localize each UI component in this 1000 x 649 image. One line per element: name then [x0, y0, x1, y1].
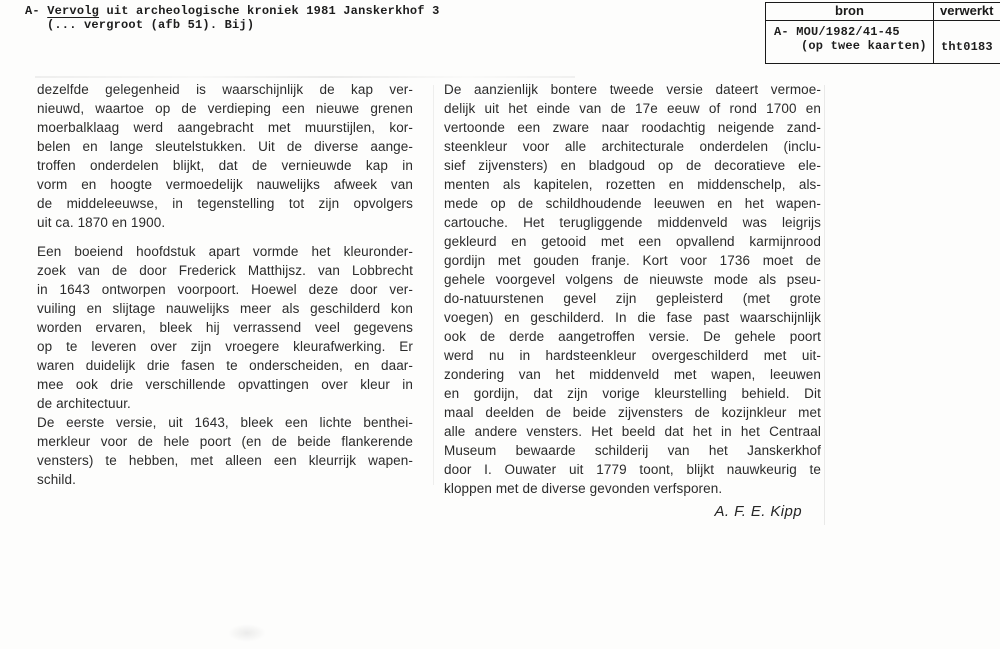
- text-line: maal deelden de beide zijvensters de kozijnkleur met: [444, 405, 821, 420]
- text-line: gekleurd en getooid met een opvallend karmijnrood: [444, 234, 821, 249]
- text-line: troffen onderdelen blijkt, dat de vernieuwde kap in: [37, 158, 413, 173]
- text-line: delijk uit het einde van de 17e eeuw of rond 1700 en: [444, 101, 821, 116]
- paragraph-4: [444, 80, 821, 498]
- text-line: de middeleeuwse, in tegenstelling tot zijn opvolgers: [37, 196, 413, 211]
- text-line: schild.: [37, 472, 76, 487]
- bron-line-2: (op twee kaarten): [801, 39, 927, 53]
- text-line: cartouche. Het terugliggende middenveld was leigrijs: [444, 215, 821, 230]
- text-line: kloppen met de diverse gevonden verfsporen.: [444, 481, 723, 496]
- annotation-line1-rest: uit archeologische kroniek 1981 Janskerkhof 3: [106, 4, 440, 18]
- text-line: dezelfde gelegenheid is waarschijnlijk de kap ver-: [37, 82, 413, 97]
- text-line: ook de derde aangetroffen versie. De gehele poort: [444, 329, 821, 344]
- text-line: moerbalklaag werd aangebracht met muurstijlen, kor-: [37, 120, 413, 135]
- text-line: vorm en hoogte vermoedelijk nauwelijks afweek van: [37, 177, 413, 192]
- text-line: de architectuur.: [37, 396, 131, 411]
- text-line: op te leveren over zijn vroegere kleurafwerking. Er: [37, 339, 413, 354]
- annotation-line-1: [25, 4, 440, 18]
- reference-table-header-row: [766, 3, 1000, 21]
- text-line: voegen) en geschilderd. In die fase past waarschijnlijk: [444, 310, 821, 325]
- text-line: alle andere vensters. Het beeld dat het in het Centraal: [444, 424, 821, 439]
- table-header-bron: bron: [766, 3, 934, 20]
- scan-clipping-top-edge: [35, 76, 575, 78]
- text-line: uit ca. 1870 en 1900.: [37, 215, 166, 230]
- text-line: waren duidelijk drie fasen te onderscheiden, en daar-: [37, 358, 413, 373]
- text-line: mee ook drie verschillende opvattingen over kleur in: [37, 377, 413, 392]
- text-line: gordijn met gouden franje. Kort voor 1736 moet de: [444, 253, 821, 268]
- text-line: gehele voorgevel volgens de nieuwste mode als pseu-: [444, 272, 821, 287]
- reference-table-data-row: [766, 21, 1000, 63]
- article-left-column: [37, 80, 413, 489]
- annotation-underlined-word: Vervolg: [47, 4, 100, 18]
- text-line: nieuwd, waartoe op de verdieping een nieuwe grenen: [37, 101, 413, 116]
- text-line: mede op de schildhoudende leeuwen en het wapen-: [444, 196, 821, 211]
- text-line: steenkleur voor alle architecturale onderdelen (inclu-: [444, 139, 821, 154]
- table-header-verwerkt: verwerkt: [940, 3, 994, 18]
- text-line: in 1643 ontworpen voorpoort. Hoewel deze door ver-: [37, 282, 413, 297]
- text-line: belen en lange sleutelstukken. Uit de diverse aange-: [37, 139, 413, 154]
- text-line: do-natuurstenen gevel zijn gepleisterd (met grote: [444, 291, 821, 306]
- text-line: vuiling en slijtage nauwelijks meer als geschilderd kon: [37, 301, 413, 316]
- verwerkt-value: tht0183: [941, 40, 993, 54]
- text-line: vensters) te hebben, met alleen een kleurrijk wapen-: [37, 453, 413, 468]
- text-line: Museum bewaarde schilderij van het Janskerkhof: [444, 443, 821, 458]
- paragraph-1: [37, 80, 413, 232]
- bron-line-1: A- MOU/1982/41-45: [774, 25, 900, 39]
- scan-clipping-middle-edge: [433, 85, 434, 485]
- table-cell-bron: [766, 21, 934, 63]
- text-line: De aanzienlijk bontere tweede versie dateert vermoe-: [444, 82, 821, 97]
- text-line: Een boeiend hoofdstuk apart vormde het kleuronder-: [37, 244, 413, 259]
- paragraph-2: [37, 242, 413, 413]
- annotation-prefix: A-: [25, 4, 40, 18]
- reference-table: [765, 2, 1000, 64]
- text-line: en gordijn, dat zijn vorige kleurstelling behield. Dit: [444, 386, 821, 401]
- author-signature: A. F. E. Kipp: [714, 503, 802, 520]
- text-line: menten als kapitelen, rozetten en middenschelp, als-: [444, 177, 821, 192]
- text-line: sief zijvensters) en bladgoud op de decoratieve ele-: [444, 158, 821, 173]
- text-line: werd nu in hardsteenkleur overgeschilderd met uit-: [444, 348, 821, 363]
- text-line: door I. Ouwater uit 1779 toont, blijkt nauwkeurig te: [444, 462, 821, 477]
- text-line: zondering van het middenveld met wapen, leeuwen: [444, 367, 821, 382]
- scan-clipping-right-edge: [824, 85, 825, 525]
- article-right-column: [444, 80, 821, 521]
- archive-annotation: [25, 4, 440, 32]
- text-line: vertoonde een zware naar roodachtig neigende zand-: [444, 120, 821, 135]
- table-cell-verwerkt: [934, 21, 1000, 63]
- paper-smudge: [228, 624, 266, 642]
- annotation-line-2: (... vergroot (afb 51). Bij): [47, 18, 255, 32]
- text-line: De eerste versie, uit 1643, bleek een lichte benthei-: [37, 415, 413, 430]
- text-line: merkleur voor de hele poort (en de beide flankerende: [37, 434, 413, 449]
- paragraph-3: [37, 413, 413, 489]
- text-line: zoek van de door Frederick Matthijsz. van Lobbrecht: [37, 263, 413, 278]
- text-line: worden ervaren, bleek hij verrassend veel gegevens: [37, 320, 413, 335]
